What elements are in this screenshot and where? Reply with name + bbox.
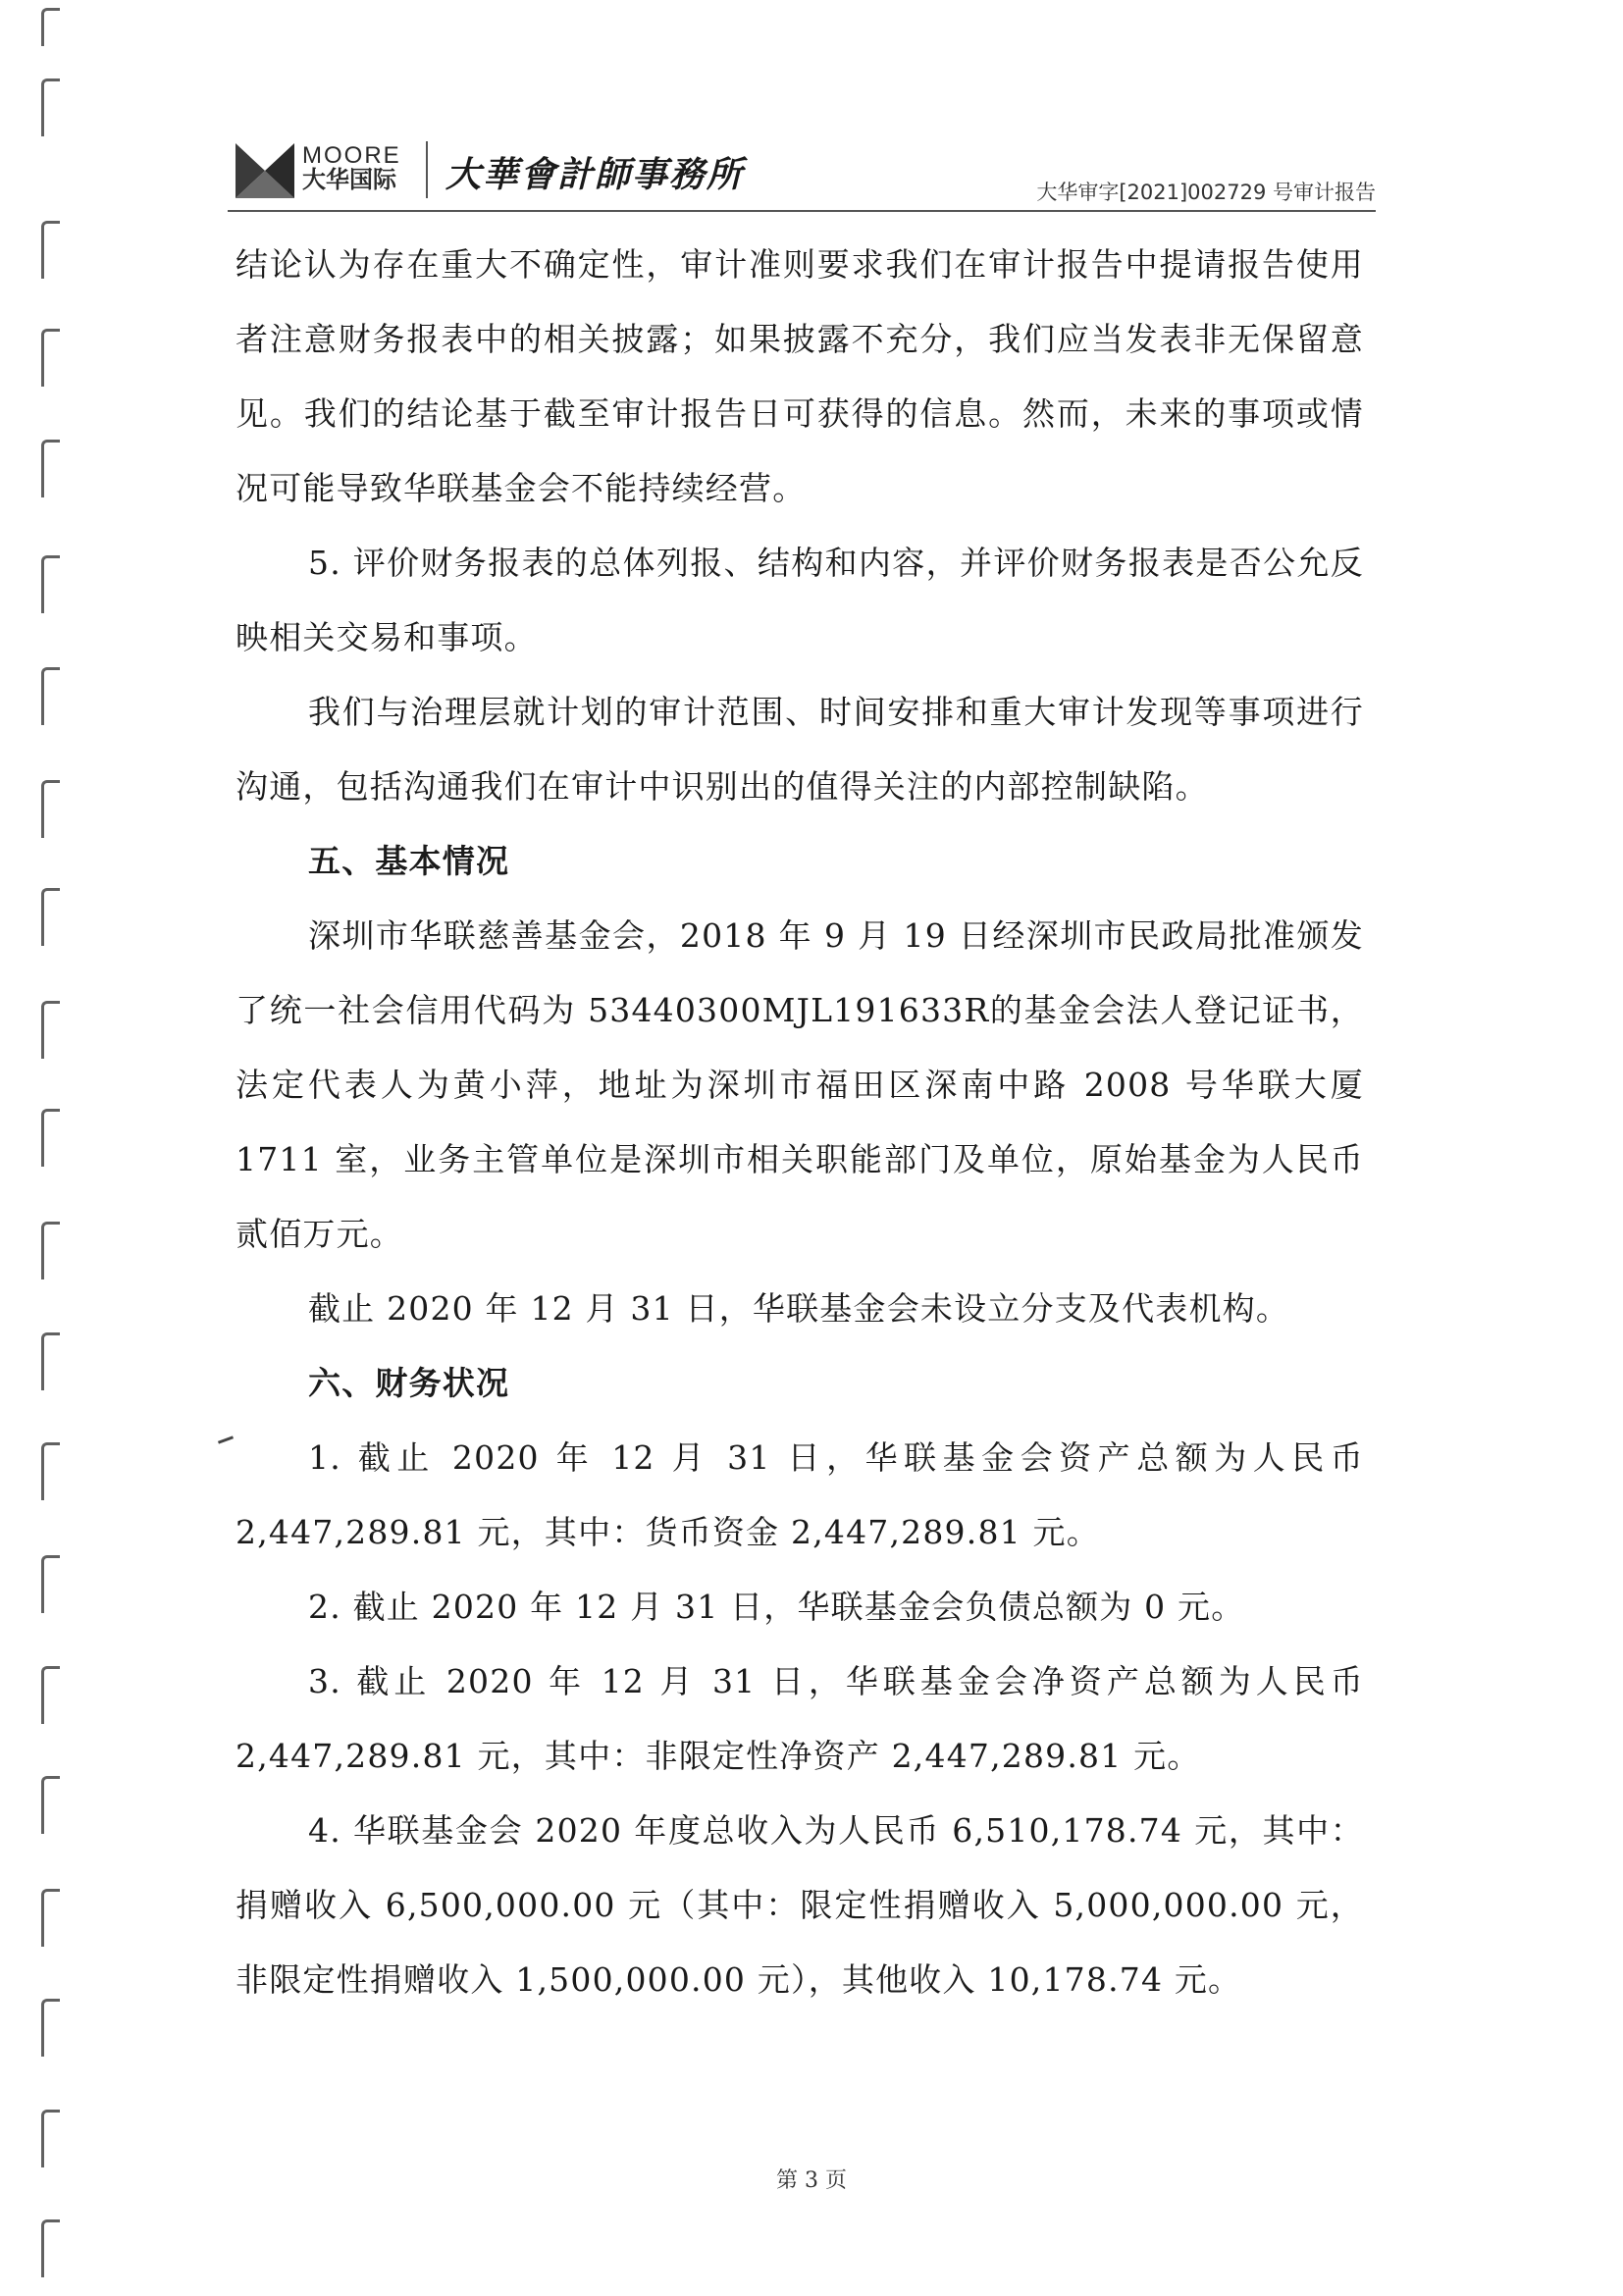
logo-text [302,143,401,192]
report-number: 大华审字[2021]002729 号审计报告 [1036,181,1376,204]
binding-mark [41,1666,60,1724]
binding-mark [41,221,60,279]
binding-mark [41,8,60,46]
binding-mark [41,1001,60,1059]
paragraph-foundation-info: 深圳市华联慈善基金会，2018 年 9 月 19 日经深圳市民政局批准颁发了统一社会信用代码为 53440300MJL191633R的基金会法人登记证书，法定代表人为黄小萍，地址为深圳市福田区深南中路 2008 号华联大厦 1711 室，业务主管单位是深圳市相关职能部门及单位，原始基金为人民币贰佰万元。 [236,916,1364,1253]
logo-english: MOORE [302,142,401,169]
paragraph-going-concern: 结论认为存在重大不确定性，审计准则要求我们在审计报告中提请报告使用者注意财务报表中的相关披露；如果披露不充分，我们应当发表非无保留意见。我们的结论基于截至审计报告日可获得的信息。然而，未来的事项或情况可能导致华联基金会不能持续经营。 [236,245,1364,507]
page-number: 第 3 页 [776,2168,847,2193]
firm-name: 大華會計師事務所 [445,154,745,195]
binding-mark [41,1332,60,1390]
paragraph-net-assets: 3. 截止 2020 年 12 月 31 日，华联基金会净资产总额为人民币 2,447,289.81 元，其中：非限定性净资产 2,447,289.81 元。 [236,1662,1364,1775]
binding-mark [41,780,60,838]
binding-mark [41,1889,60,1947]
binding-mark [41,1999,60,2057]
binding-mark [41,2110,60,2167]
paragraph-governance-communication: 我们与治理层就计划的审计范围、时间安排和重大审计发现等事项进行沟通，包括沟通我们在审计中识别出的值得关注的内部控制缺陷。 [236,693,1364,806]
section-heading-financial-status: 六、财务状况 [308,1364,510,1402]
page-header [228,137,1376,212]
binding-mark [41,440,60,497]
binding-mark [41,555,60,613]
paragraph-branches: 截止 2020 年 12 月 31 日，华联基金会未设立分支及代表机构。 [308,1289,1290,1328]
binding-mark [41,329,60,387]
document-body [236,228,1364,2017]
logo-divider [426,141,428,198]
binding-mark [41,2219,60,2277]
binding-mark [41,667,60,725]
binding-mark [41,1555,60,1613]
stray-pen-mark [218,1435,234,1443]
binding-mark [41,888,60,946]
binding-mark [41,78,60,136]
logo-chinese: 大华国际 [302,167,396,194]
paragraph-total-liabilities: 2. 截止 2020 年 12 月 31 日，华联基金会负债总额为 0 元。 [308,1588,1245,1626]
binding-mark [41,1442,60,1500]
binding-mark [41,1109,60,1167]
paragraph-item-5: 5. 评价财务报表的总体列报、结构和内容，并评价财务报表是否公允反映相关交易和事项。 [236,544,1364,656]
binding-mark [41,1222,60,1279]
paragraph-total-income: 4. 华联基金会 2020 年度总收入为人民币 6,510,178.74 元，其中：捐赠收入 6,500,000.00 元（其中：限定性捐赠收入 5,000,000.00 元，非限定性捐赠收入 1,500,000.00 元），其他收入 10,178.74 元。 [236,1811,1364,1999]
binding-marks [29,0,69,2296]
section-heading-basic-info: 五、基本情况 [308,842,510,880]
moore-logo-icon [236,143,294,198]
paragraph-total-assets: 1. 截止 2020 年 12 月 31 日，华联基金会资产总额为人民币 2,447,289.81 元，其中：货币资金 2,447,289.81 元。 [236,1438,1364,1551]
binding-mark [41,1776,60,1834]
